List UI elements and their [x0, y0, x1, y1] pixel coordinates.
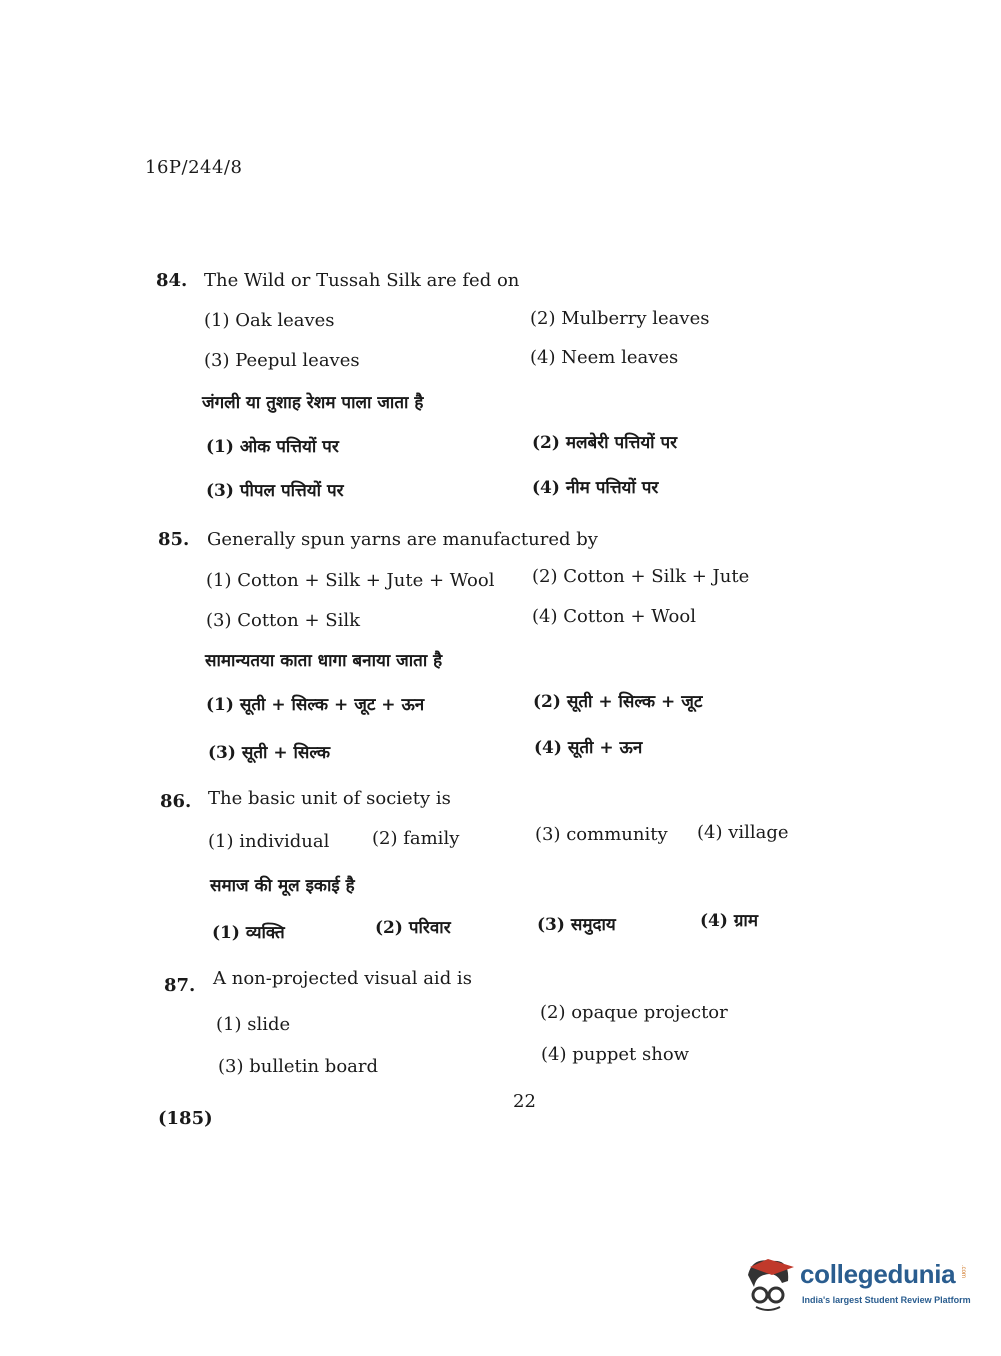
- collegedunia-logo: [742, 1253, 972, 1315]
- student-mascot-icon: [742, 1253, 796, 1313]
- option-hi: (4) सूती + ऊन: [534, 738, 643, 758]
- option-en: (1) Cotton + Silk + Jute + Wool: [206, 570, 495, 591]
- question-number: 86.: [160, 791, 192, 812]
- option-en: (2) family: [372, 828, 460, 849]
- logo-domain-suffix: .com: [960, 1265, 966, 1279]
- option-en: (2) Mulberry leaves: [530, 308, 710, 329]
- option-en: (1) individual: [208, 831, 330, 852]
- option-en: (3) bulletin board: [218, 1056, 379, 1077]
- option-hi: (4) नीम पत्तियों पर: [532, 478, 659, 498]
- option-hi: (1) व्यक्ति: [212, 923, 285, 943]
- question-number: 84.: [156, 270, 188, 291]
- question-number: 87.: [164, 975, 196, 996]
- page-number: 22: [513, 1091, 536, 1112]
- option-en: (2) Cotton + Silk + Jute: [532, 566, 750, 587]
- paper-code: 16P/244/8: [145, 157, 243, 178]
- option-en: (4) Cotton + Wool: [532, 606, 696, 627]
- option-en: (4) Neem leaves: [530, 347, 679, 368]
- logo-wordmark: collegedunia: [800, 1259, 956, 1289]
- option-en: (1) Oak leaves: [204, 310, 335, 331]
- question-text-en: The basic unit of society is: [208, 788, 451, 809]
- question-text-hi: सामान्यतया काता धागा बनाया जाता है: [205, 651, 443, 671]
- option-hi: (2) मलबेरी पत्तियों पर: [532, 433, 678, 453]
- option-en: (2) opaque projector: [540, 1002, 728, 1023]
- option-hi: (2) सूती + सिल्क + जूट: [533, 692, 703, 712]
- question-text-en: The Wild or Tussah Silk are fed on: [204, 270, 520, 291]
- question-text-hi: समाज की मूल इकाई है: [210, 876, 355, 896]
- option-hi: (3) सूती + सिल्क: [208, 743, 331, 763]
- question-text-en: Generally spun yarns are manufactured by: [207, 529, 598, 550]
- option-hi: (3) समुदाय: [537, 915, 616, 935]
- question-text-hi: जंगली या तुशाह रेशम पाला जाता है: [202, 393, 424, 413]
- option-hi: (1) ओक पत्तियों पर: [206, 437, 339, 457]
- option-en: (4) village: [697, 822, 789, 843]
- option-en: (1) slide: [216, 1014, 291, 1035]
- question-text-en: A non-projected visual aid is: [213, 968, 472, 989]
- footer-code: (185): [158, 1108, 213, 1129]
- option-hi: (2) परिवार: [375, 918, 451, 938]
- option-hi: (1) सूती + सिल्क + जूट + ऊन: [206, 695, 425, 715]
- option-en: (3) Cotton + Silk: [206, 610, 361, 631]
- option-en: (3) community: [535, 824, 668, 845]
- option-en: (4) puppet show: [541, 1044, 690, 1065]
- option-hi: (3) पीपल पत्तियों पर: [206, 481, 344, 501]
- logo-tagline: India's largest Student Review Platform: [802, 1295, 971, 1305]
- option-en: (3) Peepul leaves: [204, 350, 360, 371]
- option-hi: (4) ग्राम: [700, 911, 758, 931]
- question-number: 85.: [158, 529, 190, 550]
